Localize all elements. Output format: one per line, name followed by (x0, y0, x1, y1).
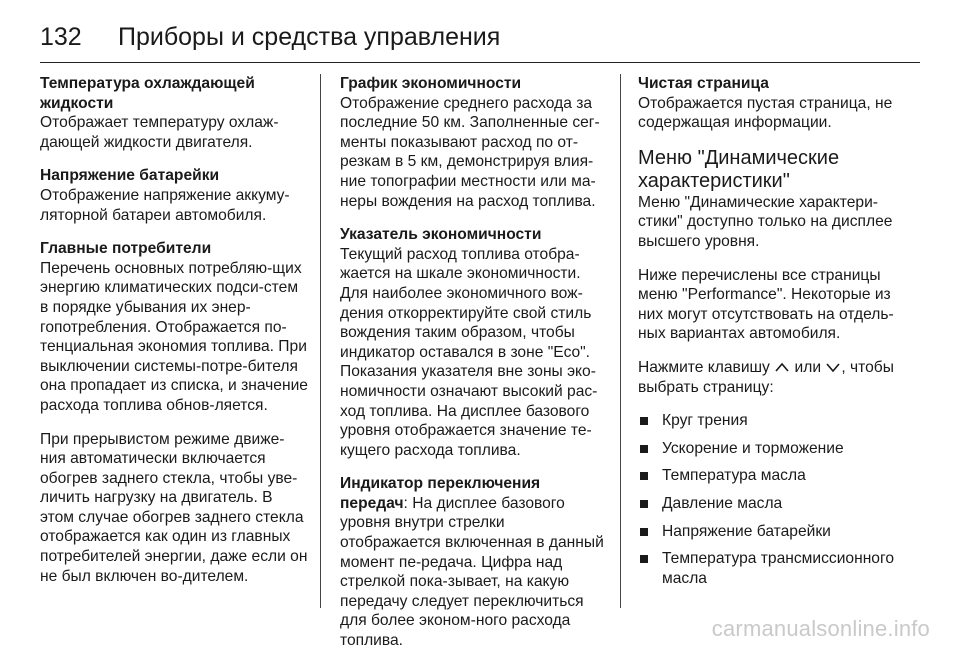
section-text: Отображается пустая страница, не содержащая информации. (638, 94, 893, 132)
list-item: Напряжение батарейки (638, 522, 906, 542)
section-heading: Чистая страница (638, 75, 769, 92)
heading-colon: : (403, 494, 408, 512)
page-title: Приборы и средства управления (118, 22, 501, 51)
watermark: carmanualsonline.info (711, 616, 930, 641)
list-item: Давление масла (638, 494, 906, 514)
section-battery-voltage (40, 166, 310, 225)
header-divider (40, 62, 920, 63)
section-heading: Температура охлаждающей жидкости (40, 75, 255, 112)
section-text: Отображение среднего расхода за последние 50 км. Заполненные сег-менты показывают расход по от-резкам в 5 км, демонстрируя влия-ние топографии местности или ма-неры вождения на расход топлива. (340, 94, 600, 210)
column-divider-1 (320, 74, 321, 608)
section-heading: Указатель экономичности (340, 226, 542, 244)
column-2 (340, 74, 606, 665)
section-coolant-temp (40, 74, 310, 152)
column-1 (40, 74, 310, 600)
section-text: Отображает температуру охлаж-дающей жидкости двигателя. (40, 114, 279, 151)
instruction-text-end: , чтобы выбрать страницу: (638, 358, 894, 396)
section-main-consumers (40, 239, 310, 586)
section-text-2: При прерывистом режиме движе-ния автоматически включается обогрев заднего стекла, чтобы уве-личить нагрузку на двигатель. В этом случае обогрев заднего стекла отображается как один из главных потребителей энергии, даже если он не был включен во-дителем. (40, 430, 308, 585)
chevron-down-icon (825, 361, 841, 373)
list-item: Температура трансмиссионного масла (638, 549, 906, 588)
performance-pages-note: Ниже перечислены все страницы меню "Performance". Некоторые из них могут отсутствовать на отдель-ных вариантах автомобиля. (638, 266, 894, 343)
section-gear-shift-indicator (340, 474, 606, 650)
column-3 (638, 74, 906, 596)
column-divider-2 (620, 74, 621, 608)
section-blank-page (638, 74, 906, 133)
section-text: На дисплее базового уровня внутри стрелки отображается включенная в данный момент пе-редача. Цифра над стрелкой пока-зывает, на какую передачу следует переключиться для более эконом-ного расхода топлива. (340, 494, 604, 650)
list-item: Температура масла (638, 466, 906, 486)
section-heading: Главные потребители (40, 240, 212, 258)
section-economy-indicator (340, 225, 606, 460)
list-item: Ускорение и торможение (638, 439, 906, 459)
page-number: 132 (40, 22, 82, 51)
instruction-or: или (790, 358, 826, 376)
section-heading: Напряжение батарейки (40, 167, 220, 185)
section-heading: График экономичности (340, 75, 522, 92)
performance-menu-heading: Меню "Динамические характеристики" (638, 146, 840, 192)
list-item: Круг трения (638, 411, 906, 431)
section-economy-graph (340, 74, 606, 211)
page-header (40, 14, 920, 60)
performance-intro: Меню "Динамические характери-стики" доступно только на дисплее высшего уровня. (638, 193, 893, 250)
chevron-up-icon (774, 361, 790, 373)
performance-pages-list (638, 411, 906, 588)
section-text: Отображение напряжение аккуму-ляторной батареи автомобиля. (40, 186, 290, 224)
section-text: Перечень основных потребляю-щих энергию климатических подси-стем в порядке убывания их энер-гопотребления. Отображается по-тенциальная экономия топлива. При выключении системы-потре-бителя она пропадает из списка, и значение расхода топлива обнов-ляется. (40, 259, 308, 414)
page-select-instruction (638, 358, 906, 397)
section-heading: Индикатор переключения передач (340, 475, 541, 512)
section-text: Текущий расход топлива отобра-жается на шкале экономичности. Для наиболее экономичного вож-дения откорректируйте свой стиль вождения таким образом, чтобы индикатор оставался в зоне "Eco". Показания указателя вне зоны эко-номичности означают высокий рас-ход топлива. На дисплее базового уровня отображается значение те-кущего расхода топлива. (340, 245, 598, 459)
instruction-text: Нажмите клавишу (638, 358, 775, 376)
